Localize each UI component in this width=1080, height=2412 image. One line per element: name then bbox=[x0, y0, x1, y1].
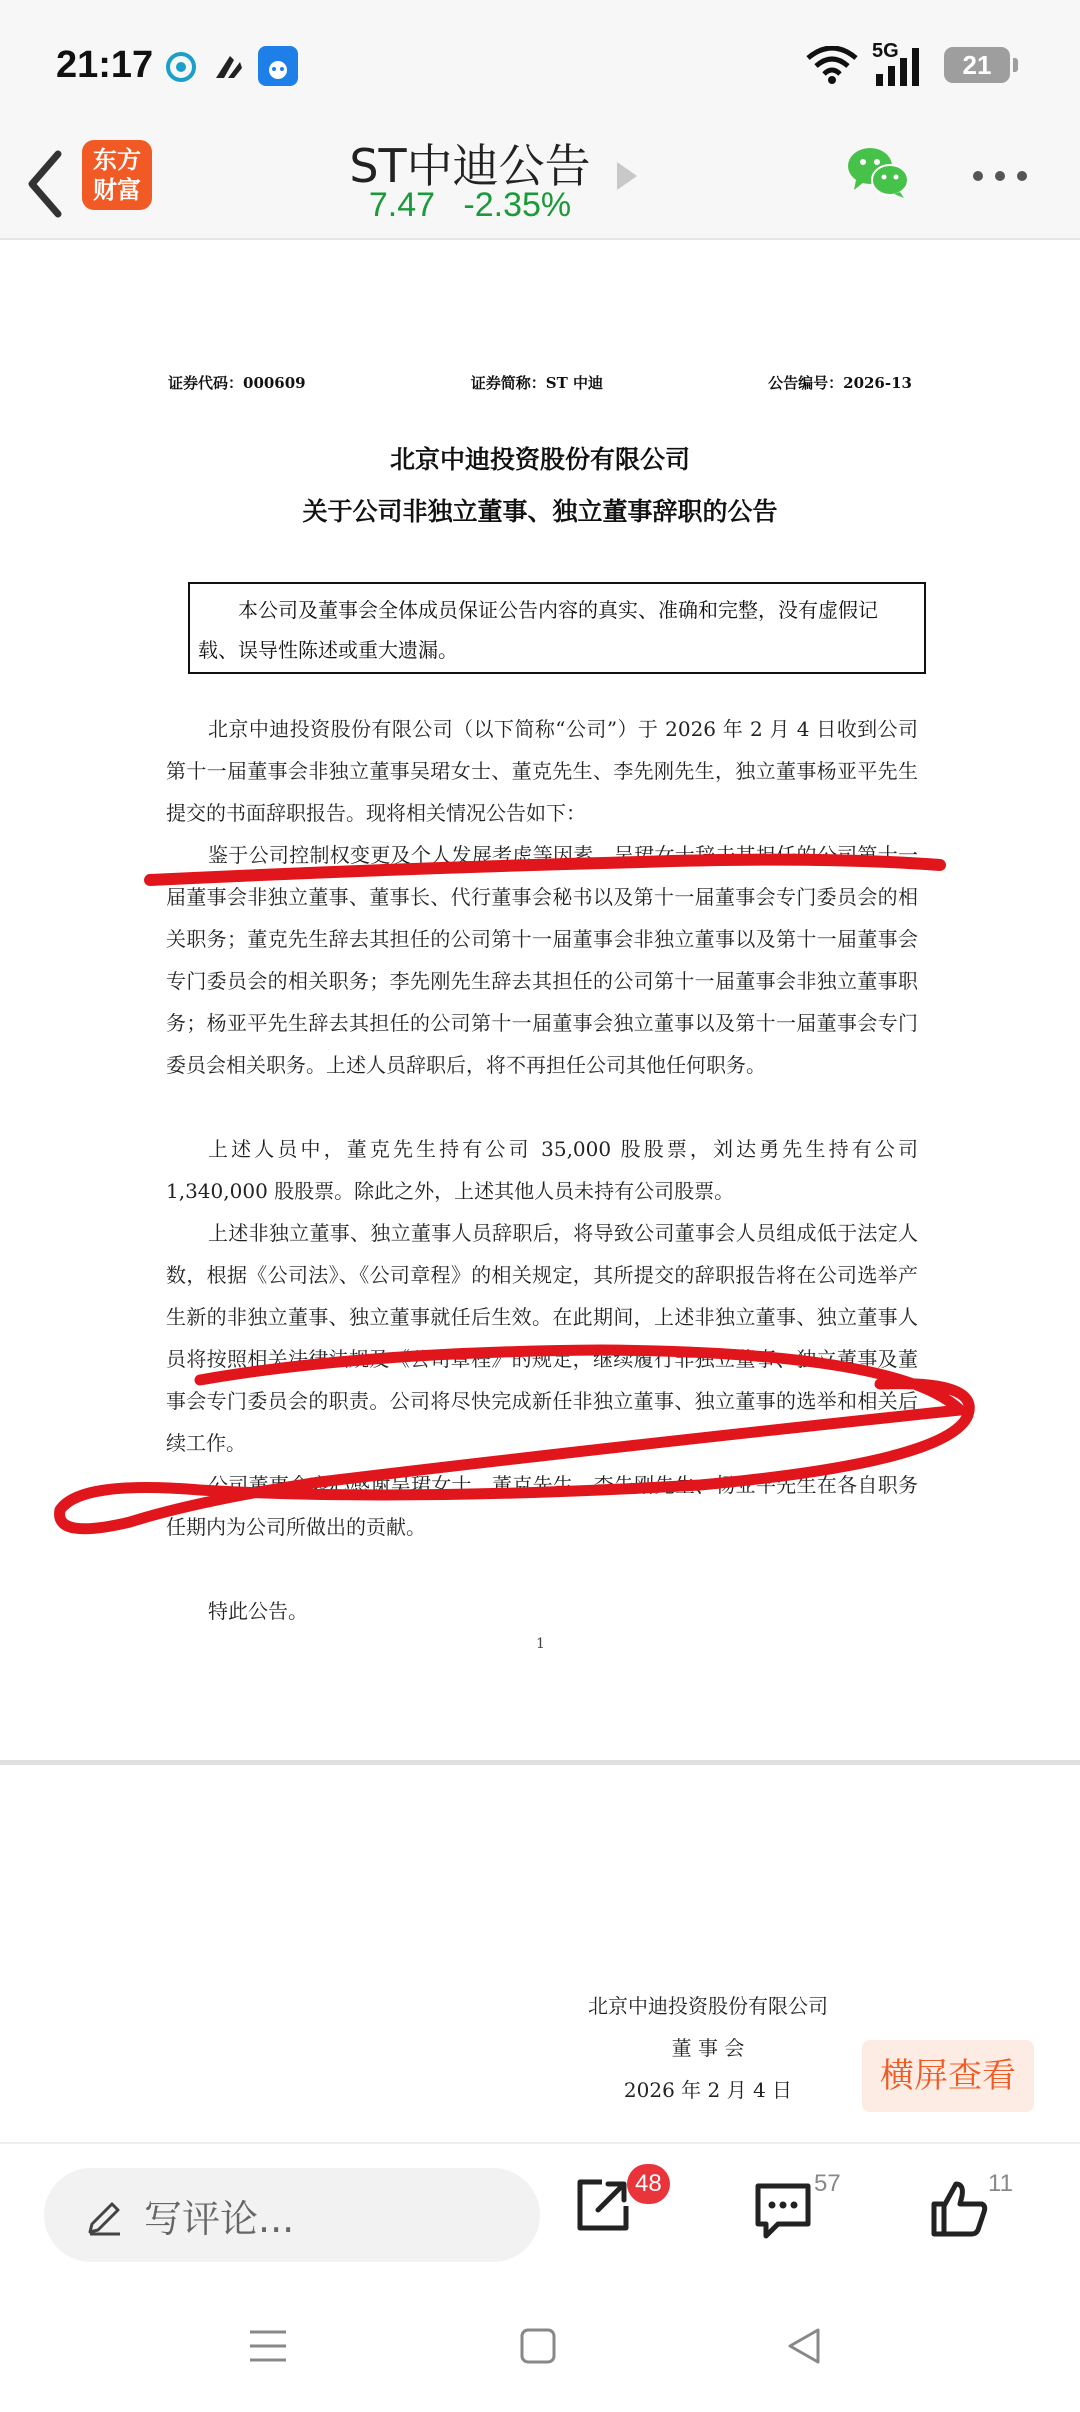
announcement-document bbox=[0, 240, 1080, 1760]
stock-quote bbox=[340, 186, 600, 225]
announcement-number: 公告编号：2026-13 bbox=[768, 374, 912, 392]
security-code: 证券代码：000609 bbox=[168, 374, 306, 392]
signal-icon bbox=[872, 40, 930, 86]
signature-company: 北京中迪投资股份有限公司 bbox=[588, 1994, 828, 2018]
home-icon[interactable] bbox=[514, 2322, 562, 2370]
menu-icon[interactable] bbox=[244, 2322, 292, 2370]
back-arrow-icon[interactable] bbox=[18, 144, 74, 224]
notice-box: 本公司及董事会全体成员保证公告内容的真实、准确和完整，没有虚假记载、误导性陈述或重大遗漏。 bbox=[188, 582, 926, 674]
autohome-app-icon bbox=[258, 46, 298, 86]
more-options-icon[interactable] bbox=[970, 168, 1030, 184]
comment-input[interactable] bbox=[44, 2168, 540, 2262]
share-icon[interactable] bbox=[572, 2174, 634, 2236]
wifi-icon bbox=[806, 46, 858, 84]
page-divider bbox=[0, 1760, 1080, 1765]
network-type: 5G bbox=[872, 40, 899, 62]
paragraph-4: 上述非独立董事、独立董事人员辞职后，将导致公司董事会人员组成低于法定人数，根据《公司法》、《公司章程》的相关规定，其所提交的辞职报告将在公司选举产生新的非独立董事、独立董事就任后生效。在此期间，上述非独立董事、独立董事人员将按照相关法律法规及《公司章程》的规定，继续履行非独立董事、独立董事及董事会专门委员会的职责。公司将尽快完成新任非独立董事、独立董事的选举和相关后续工作。 bbox=[166, 1221, 918, 1455]
paragraph-3: 上述人员中，董克先生持有公司 35,000 股股票，刘达勇先生持有公司 1,340,000 股股票。除此之外，上述其他人员未持有公司股票。 bbox=[166, 1137, 918, 1203]
eastmoney-logo[interactable] bbox=[82, 140, 152, 210]
document-title-subject: 关于公司非独立董事、独立董事辞职的公告 bbox=[302, 497, 778, 526]
comment-count: 57 bbox=[814, 2170, 841, 2197]
page-title[interactable]: ST中迪公告 bbox=[349, 139, 591, 193]
paragraph-5: 公司董事会衷心感谢吴珺女士、董克先生、李先刚先生、杨亚平先生在各自职务任期内为公司所做出的贡献。 bbox=[166, 1473, 918, 1539]
like-count: 11 bbox=[988, 2170, 1013, 2197]
status-bar bbox=[0, 0, 1080, 130]
stock-change: -2.35% bbox=[463, 186, 572, 224]
closing-text: 特此公告。 bbox=[208, 1599, 308, 1623]
security-abbr: 证券简称：ST 中迪 bbox=[470, 374, 603, 392]
document-title-company: 北京中迪投资股份有限公司 bbox=[389, 445, 690, 474]
comment-placeholder: 写评论... bbox=[144, 2197, 295, 2241]
caret-right-icon[interactable] bbox=[615, 160, 639, 192]
back-triangle-icon[interactable] bbox=[780, 2322, 828, 2370]
wechat-share-icon[interactable] bbox=[846, 144, 910, 200]
system-nav-bar bbox=[0, 2282, 1080, 2412]
share-count-badge: 48 bbox=[627, 2164, 670, 2204]
logo-line-2: 财富 bbox=[93, 176, 141, 204]
page-number: 1 bbox=[536, 1636, 545, 1652]
app-notification-icon bbox=[212, 50, 246, 84]
thumbs-up-icon[interactable] bbox=[928, 2178, 990, 2240]
paragraph-1: 北京中迪投资股份有限公司（以下简称“公司”）于 2026 年 2 月 4 日收到公司第十一届董事会非独立董事吴珺女士、董克先生、李先刚先生，独立董事杨亚平先生提交的书面辞职报告。现将相关情况公告如下： bbox=[166, 717, 918, 825]
battery-icon bbox=[944, 47, 1010, 83]
battery-level: 21 bbox=[944, 47, 1010, 83]
logo-line-1: 东方 bbox=[93, 146, 141, 174]
landscape-view-button[interactable]: 横屏查看 bbox=[862, 2040, 1034, 2112]
comment-icon[interactable] bbox=[752, 2180, 814, 2242]
document-meta bbox=[168, 372, 912, 393]
stock-price: 7.47 bbox=[368, 186, 436, 224]
china-mobile-icon bbox=[164, 50, 198, 84]
signature-date: 2026 年 2 月 4 日 bbox=[623, 2078, 793, 2102]
app-header bbox=[0, 130, 1080, 240]
bottom-action-bar bbox=[0, 2142, 1080, 2282]
status-time: 21:17 bbox=[56, 44, 154, 86]
signature-board: 董 事 会 bbox=[671, 2036, 745, 2060]
paragraph-2: 鉴于公司控制权变更及个人发展考虑等因素，吴珺女士辞去其担任的公司第十一届董事会非独立董事、董事长、代行董事会秘书以及第十一届董事会专门委员会的相关职务；董克先生辞去其担任的公司第十一届董事会非独立董事以及第十一届董事会专门委员会的相关职务；李先刚先生辞去其担任的公司第十一届董事会非独立董事职务；杨亚平先生辞去其担任的公司第十一届董事会独立董事以及第十一届董事会专门委员会相关职务。上述人员辞职后，将不再担任公司其他任何职务。 bbox=[166, 843, 918, 1077]
pen-icon bbox=[84, 2194, 126, 2236]
